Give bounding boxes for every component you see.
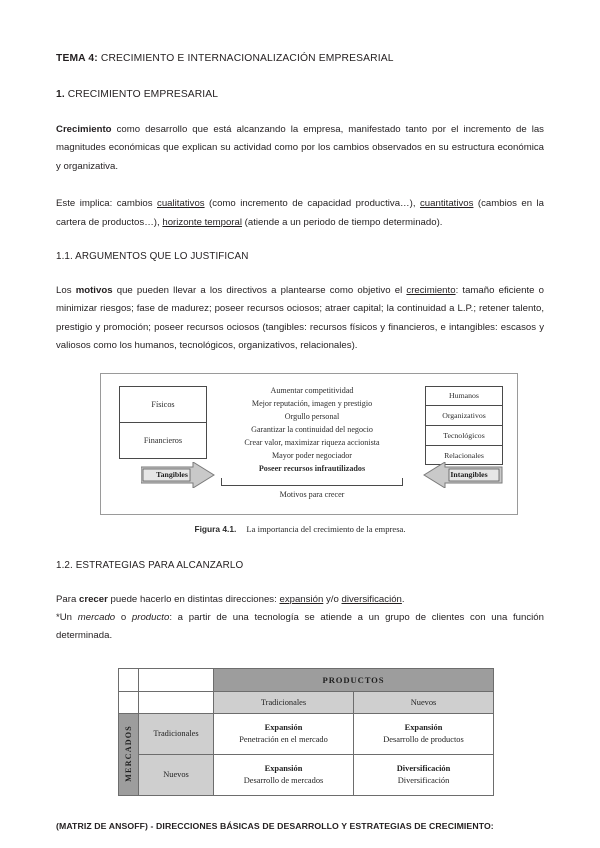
- section-number: 1.: [56, 88, 65, 100]
- para5-seg1: *Un: [56, 611, 78, 623]
- arrow-left-intangibles: [423, 462, 503, 488]
- motive-item: Mejor reputación, imagen y prestigio: [251, 398, 373, 408]
- motive-item: Aumentar competitividad: [270, 385, 354, 395]
- term-diversificacion: diversificación: [341, 593, 402, 605]
- corner-cell-blank-3: [119, 691, 139, 713]
- motive-item: Poseer recursos infrautilizados: [258, 464, 366, 474]
- page-title-prefix: TEMA 4:: [56, 53, 98, 64]
- paragraph-motivos: [56, 282, 544, 356]
- corner-cell-blank-2: [139, 668, 214, 691]
- header-productos: PRODUCTOS: [214, 668, 494, 691]
- para5-seg3: : a partir de una tecnología se atiende a un grupo de clientes con una función determinada.: [56, 611, 544, 642]
- cell-subtitle: Diversificación: [397, 775, 450, 785]
- figure-crecimiento: [100, 373, 518, 515]
- cell-subtitle: Desarrollo de mercados: [243, 775, 324, 785]
- figure-content: [101, 374, 517, 514]
- para3-seg3: : tamaño eficiente o minimizar riesgos; fase de madurez; poseer recursos ociosos; atraer capital; la continuidad a L.P.; retener talento, prestigio y promoción; poseer recursos ociosos (tangibles: recursos físicos y financieros, e intangibles: escasos y valiosos como los humanos, tecnológicos, organizativos, relacionales).: [56, 284, 544, 352]
- cell-title: Expansión: [264, 722, 303, 732]
- cell-title: Expansión: [404, 722, 443, 732]
- paragraph-implica: [56, 195, 544, 232]
- term-horizonte-temporal: horizonte temporal: [162, 216, 242, 228]
- page-title: [56, 52, 544, 67]
- resource-box-financieros: Financieros: [119, 422, 207, 459]
- term-crecimiento: Crecimiento: [56, 123, 112, 135]
- figure-caption-number: Figura 4.1.: [194, 523, 237, 534]
- table-row: [119, 713, 494, 754]
- tangible-resources-group: [119, 386, 207, 460]
- term-crecimiento-link: crecimiento: [406, 284, 456, 296]
- figure-caption: [56, 524, 544, 534]
- resource-box-humanos: Humanos: [425, 386, 503, 407]
- section-title: CRECIMIENTO EMPRESARIAL: [64, 88, 219, 100]
- paragraph-crecer: [56, 591, 544, 609]
- axis-label-mercados-text: MERCADOS: [124, 724, 133, 782]
- corner-cell-blank: [119, 668, 139, 691]
- ansoff-matrix: [118, 668, 493, 796]
- arrow-label-tangibles: Tangibles: [156, 470, 188, 480]
- cell-title: Expansión: [264, 763, 303, 773]
- corner-cell-blank-4: [139, 691, 214, 713]
- cell-penetracion-mercado: [214, 713, 354, 754]
- term-cuantitativos: cuantitativos: [419, 198, 474, 210]
- row-label-tradicionales: Tradicionales: [139, 713, 214, 754]
- term-mercado: mercado: [77, 611, 116, 623]
- resource-box-relacionales: Relacionales: [425, 445, 503, 466]
- resource-box-tecnologicos: Tecnológicos: [425, 425, 503, 446]
- resource-box-fisicos: Físicos: [119, 386, 207, 423]
- para3-seg2: que pueden llevar a los directivos a plantearse como objetivo el: [112, 284, 407, 296]
- figure-caption-text: La importancia del crecimiento de la empresa.: [246, 523, 406, 534]
- row-label-nuevos: Nuevos: [139, 754, 214, 795]
- motives-bracket: [221, 478, 403, 486]
- para2-seg3: (cambios en la cartera de productos…),: [56, 198, 545, 228]
- motives-list: [213, 384, 411, 476]
- para4-seg4: .: [401, 593, 405, 605]
- term-expansion: expansión: [279, 593, 324, 605]
- subheader-nuevos: Nuevos: [354, 691, 494, 713]
- axis-label-mercados: [119, 713, 139, 795]
- motive-item: Crear valor, maximizar riqueza accionista: [244, 438, 380, 448]
- para2-seg4: (atiende a un periodo de tiempo determinado).: [242, 216, 443, 228]
- cell-subtitle: Penetración en el mercado: [239, 734, 328, 744]
- paragraph-crecimiento-text: como desarrollo que está alcanzando la empresa, manifestado tanto por el incremento de las magnitudes económicas que explican su actividad como por los cambios observados en su estructura económica y organizativa.: [56, 123, 544, 172]
- cell-subtitle: Desarrollo de productos: [383, 734, 464, 744]
- para2-seg2: (como incremento de capacidad productiva…),: [204, 198, 420, 210]
- motives-bracket-label: Motivos para crecer: [279, 489, 345, 499]
- section-heading-1: [56, 89, 544, 100]
- cell-title: Diversificación: [396, 763, 451, 773]
- resource-box-organizativos: Organizativos: [425, 405, 503, 426]
- para4-seg2: puede hacerlo en distintas direcciones:: [107, 593, 280, 605]
- para5-seg2: o: [115, 611, 132, 623]
- motive-item: Garantizar la continuidad del negocio: [251, 424, 373, 434]
- term-cualitativos: cualitativos: [157, 198, 205, 210]
- para2-seg1: Este implica: cambios: [56, 198, 158, 210]
- arrow-right-tangibles: [141, 462, 215, 488]
- motive-item: Orgullo personal: [284, 411, 340, 421]
- term-producto: producto: [131, 611, 170, 623]
- paragraph-crecimiento: [56, 121, 544, 176]
- paragraph-mercado-producto: [56, 609, 544, 646]
- term-crecer: crecer: [78, 593, 108, 605]
- subheader-tradicionales: Tradicionales: [214, 691, 354, 713]
- page-title-rest: CRECIMIENTO E INTERNACIONALIZACIÓN EMPRESARIAL: [97, 53, 394, 64]
- table-row: [119, 754, 494, 795]
- ansoff-table: [118, 668, 494, 796]
- para3-seg1: Los: [56, 284, 76, 296]
- table-row-header: [119, 668, 494, 691]
- motive-item: Mayor poder negociador: [271, 451, 352, 461]
- para4-seg3: y/o: [323, 593, 342, 605]
- para4-seg1: Para: [56, 593, 79, 605]
- intangible-resources-group: [425, 386, 503, 468]
- cell-diversificacion: [354, 754, 494, 795]
- cell-desarrollo-mercados: [214, 754, 354, 795]
- subsection-heading-1-1: 1.1. ARGUMENTOS QUE LO JUSTIFICAN: [56, 250, 249, 262]
- cell-desarrollo-productos: [354, 713, 494, 754]
- subsection-heading-1-2: 1.2. ESTRATEGIAS PARA ALCANZARLO: [56, 559, 244, 571]
- arrow-label-intangibles: Intangibles: [450, 470, 488, 480]
- table-row-subheader: [119, 691, 494, 713]
- term-motivos: motivos: [75, 284, 113, 296]
- footer-note-ansoff: (MATRIZ DE ANSOFF) - DIRECCIONES BÁSICAS DE DESARROLLO Y ESTRATEGIAS DE CRECIMIENTO:: [56, 820, 494, 831]
